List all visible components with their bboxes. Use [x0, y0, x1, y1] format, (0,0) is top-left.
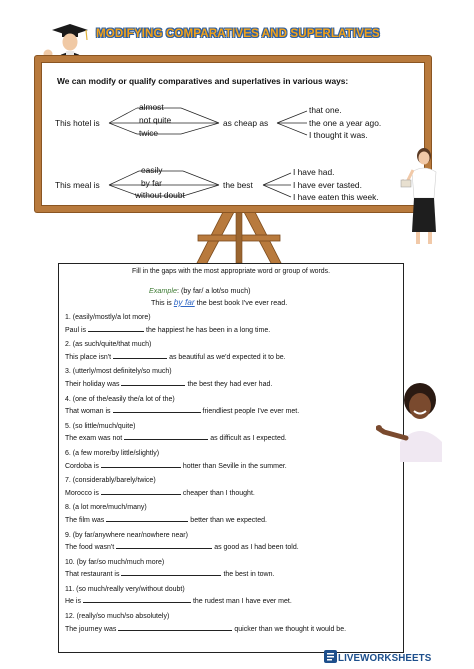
row1-middle: as cheap as — [223, 118, 269, 128]
row2-middle: the best — [223, 180, 253, 190]
exercise-before: This place isn't — [65, 353, 112, 361]
example-after: the best book I've ever read. — [194, 298, 288, 307]
exercise-before: Cordoba is — [65, 462, 99, 470]
exercise-after: as beautiful as we'd expected it to be. — [169, 353, 286, 361]
exercise-after: friendliest people I've ever met. — [202, 408, 300, 416]
answer-blank[interactable] — [106, 514, 188, 522]
answer-blank[interactable] — [116, 541, 212, 549]
answer-blank[interactable] — [118, 623, 232, 631]
exercise-options: 11. (so much/really very/without doubt) — [65, 585, 185, 593]
row2-ending: I have eaten this week. — [293, 192, 379, 202]
footer-brand-text: LIVEWORKSHEETS — [338, 653, 432, 664]
exercise-before: Morocco is — [65, 489, 99, 497]
row2-modifier: without doubt — [135, 190, 185, 200]
exercise-item — [65, 612, 399, 639]
answer-blank[interactable] — [101, 487, 181, 495]
row1-modifier: twice — [139, 128, 159, 138]
exercise-after: the rudest man I have ever met. — [192, 598, 292, 606]
exercise-before: That woman is — [65, 408, 111, 416]
row1-modifier: almost — [139, 102, 164, 112]
answer-blank[interactable] — [124, 432, 208, 440]
row1-ending: the one a year ago. — [309, 118, 382, 128]
exercise-after: hotter than Seville in the summer. — [182, 462, 287, 470]
example-line — [149, 286, 250, 295]
exercise-item — [65, 476, 399, 503]
easel-board — [35, 56, 431, 212]
exercise-before: He is — [65, 598, 81, 606]
exercise-item — [65, 503, 399, 530]
exercise-before: The exam was not — [65, 435, 123, 443]
instructions: Fill in the gaps with the most appropriate word or group of words. — [131, 268, 330, 275]
row1-subject: This hotel is — [55, 118, 100, 128]
exercise-before: That restaurant is — [65, 571, 120, 579]
exercise-options: 7. (considerably/barely/twice) — [65, 477, 156, 485]
exercise-item — [65, 313, 399, 340]
exercise-item — [65, 558, 399, 585]
exercise-item — [65, 340, 399, 367]
exercise-item — [65, 449, 399, 476]
exercise-options: 9. (by far/anywhere near/nowhere near) — [65, 531, 188, 539]
answer-blank[interactable] — [83, 595, 191, 603]
answer-blank[interactable] — [101, 460, 181, 468]
exercise-before: The journey was — [65, 625, 117, 633]
exercise-options: 2. (as such/quite/that much) — [65, 341, 152, 349]
row1-ending: that one. — [309, 105, 342, 115]
exercise-options: 10. (by far/so much/much more) — [65, 558, 165, 566]
exercise-item — [65, 585, 399, 612]
example-label: Example — [149, 286, 177, 295]
exercise-after: better than we expected. — [190, 516, 267, 524]
exercise-panel — [58, 263, 404, 653]
row2-modifier: by far — [141, 178, 162, 188]
exercise-list — [65, 313, 399, 639]
answer-blank[interactable] — [113, 405, 201, 413]
exercise-after: the best in town. — [223, 571, 275, 579]
footer-brand[interactable] — [324, 650, 474, 669]
pointing-girl-image — [376, 382, 446, 462]
row2-modifier: easily — [141, 165, 163, 175]
row2-subject: This meal is — [55, 180, 100, 190]
exercise-after: the happiest he has been in a long time. — [146, 326, 271, 334]
page-title: MODIFYING COMPARATIVES AND SUPERLATIVES — [96, 27, 380, 40]
exercise-item — [65, 367, 399, 394]
board-heading: We can modify or qualify comparatives and superlatives in various ways: — [57, 76, 349, 86]
exercise-after: quicker than we thought it would be. — [234, 625, 347, 633]
exercise-before: Their holiday was — [65, 380, 120, 388]
row1-modifier: not quite — [139, 115, 172, 125]
answer-blank[interactable] — [88, 324, 144, 332]
exercise-before: The film was — [65, 516, 105, 524]
exercise-options: 6. (a few more/by little/slightly) — [65, 449, 160, 457]
liveworksheets-logo-icon — [324, 650, 337, 663]
answer-blank[interactable] — [121, 378, 185, 386]
row2-ending: I have had. — [293, 167, 335, 177]
exercise-item — [65, 422, 399, 449]
row2-ending: I have ever tasted. — [293, 180, 362, 190]
example-answer: by far — [173, 297, 195, 307]
exercise-after: the best they had ever had. — [187, 380, 273, 388]
exercise-options: 4. (one of the/easily the/a lot of the) — [65, 395, 175, 403]
answer-blank[interactable] — [113, 351, 167, 359]
exercise-item — [65, 531, 399, 558]
row1-ending: I thought it was. — [309, 130, 368, 140]
exercise-options: 3. (utterly/most definitely/so much) — [65, 368, 172, 376]
exercise-options: 8. (a lot more/much/many) — [65, 504, 147, 512]
answer-blank[interactable] — [121, 568, 221, 576]
example-options: : (by far/ a lot/so much) — [176, 286, 251, 295]
exercise-options: 1. (easily/mostly/a lot more) — [65, 314, 151, 321]
exercise-options: 12. (really/so much/so absolutely) — [65, 613, 170, 621]
exercise-after: as difficult as I expected. — [210, 435, 287, 443]
exercise-before: Paul is — [65, 326, 87, 334]
example-before: This is — [151, 298, 174, 307]
example-sentence — [151, 297, 287, 307]
exercise-after: cheaper than I thought. — [182, 489, 255, 497]
exercise-options: 5. (so little/much/quite) — [65, 422, 136, 430]
exercise-item — [65, 395, 399, 422]
exercise-after: as good as I had been told. — [214, 544, 299, 552]
exercise-before: The food wasn't — [65, 544, 115, 552]
teacher-image — [398, 146, 448, 246]
